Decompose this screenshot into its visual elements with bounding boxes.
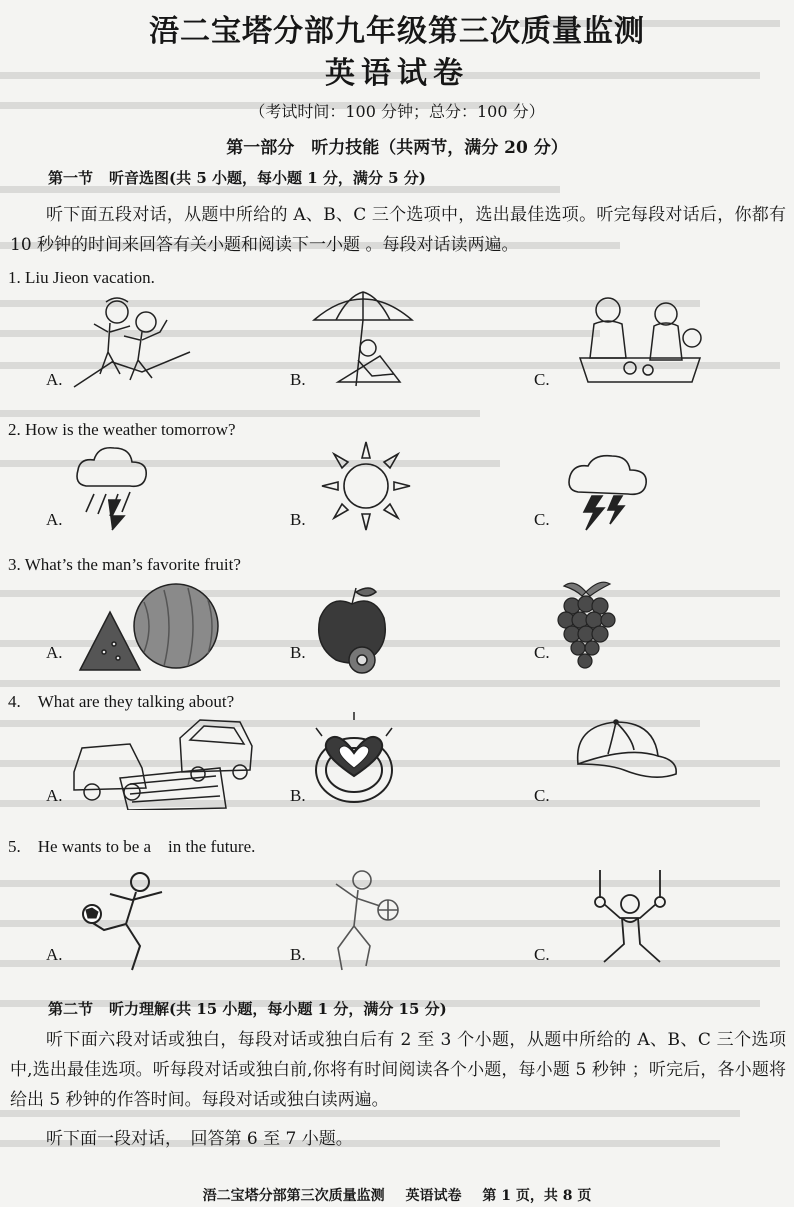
question-1-text: 1. Liu Jieon vacation. xyxy=(8,268,155,287)
q5-option-b-label[interactable]: B. xyxy=(290,945,306,964)
section-one-instructions: 听下面五段对话，从题中所给的 A、B、C 三个选项中，选出最佳选项。听完每段对话后，你都有 10 秒钟的时间来回答有关小题和阅读下一小题 。每段对话读两遍。 xyxy=(10,205,786,255)
q4-option-c-label[interactable]: C. xyxy=(534,786,550,805)
section-one-title: 听音选图(共 5 小题，每小题 1 分，满分 5 分) xyxy=(109,169,426,187)
family-picnic-picture[interactable] xyxy=(570,288,710,388)
q2-option-b-label[interactable]: B. xyxy=(290,510,306,529)
dialogue-6-7-prompt: 听下面一段对话， 回答第 6 至 7 小题。 xyxy=(46,1129,353,1149)
section-one-heading xyxy=(48,167,426,188)
apple-picture[interactable] xyxy=(310,584,394,676)
q1-option-c-label[interactable]: C. xyxy=(534,370,550,389)
section-two-instructions: 听下面六段对话或独白，每段对话或独白后有 2 至 3 个小题，从题中所给的 A、B、C 三个选项中,选出最佳选项。听每段对话或独白前,你将有时间阅读各个小题，每小题 5 秒钟 ；听完后，各小题将给出 5 秒钟的作答时间。每段对话或独白读两遍。 xyxy=(10,1030,786,1110)
exam-time-and-score: （考试时间：100 分钟；总分：100 分） xyxy=(249,102,545,121)
question-5-text: 5. He wants to be a in the future. xyxy=(8,837,256,856)
question-4-text: 4. What are they talking about? xyxy=(8,692,235,711)
q3-option-c-label[interactable]: C. xyxy=(534,643,550,662)
exam-subject-title: 英语试卷 xyxy=(325,56,469,91)
beach-umbrella-picture[interactable] xyxy=(308,286,418,394)
ring-picture[interactable] xyxy=(308,706,400,810)
footer-subject: 英语试卷 xyxy=(405,1188,462,1204)
q2-option-c-label[interactable]: C. xyxy=(534,510,550,529)
q5-option-c-label[interactable]: C. xyxy=(534,945,550,964)
q3-option-b-label[interactable]: B. xyxy=(290,643,306,662)
exam-title: 浯二宝塔分部九年级第三次质量监测 xyxy=(149,14,645,49)
grapes-picture[interactable] xyxy=(554,576,618,672)
q1-option-b-label[interactable]: B. xyxy=(290,370,306,389)
q2-option-a-label[interactable]: A. xyxy=(46,510,63,529)
cap-picture[interactable] xyxy=(568,716,680,796)
section-two-title: 听力理解(共 15 小题，每小题 1 分，满分 15 分) xyxy=(109,1000,447,1018)
section-one-number: 第一节 xyxy=(48,169,94,187)
page-footer xyxy=(0,1185,794,1205)
gymnast-picture[interactable] xyxy=(560,868,700,968)
mountain-climbers-picture[interactable] xyxy=(72,292,192,392)
watermelon-picture[interactable] xyxy=(74,582,234,678)
section-two-heading xyxy=(48,998,447,1019)
rain-cloud-icon[interactable] xyxy=(72,442,152,532)
thunderstorm-icon[interactable] xyxy=(564,452,656,536)
q3-option-a-label[interactable]: A. xyxy=(46,643,63,662)
question-3-text: 3. What’s the man’s favorite fruit? xyxy=(8,555,241,574)
section-two-number: 第二节 xyxy=(48,1000,94,1018)
question-2-text: 2. How is the weather tomorrow? xyxy=(8,420,236,439)
cars-picture[interactable] xyxy=(70,712,270,810)
q5-option-a-label[interactable]: A. xyxy=(46,945,63,964)
footer-school: 浯二宝塔分部第三次质量监测 xyxy=(202,1188,385,1204)
q4-option-b-label[interactable]: B. xyxy=(290,786,306,805)
q1-option-a-label[interactable]: A. xyxy=(46,370,63,389)
basketball-player-picture[interactable] xyxy=(310,862,410,980)
football-player-picture[interactable] xyxy=(70,866,190,976)
sun-icon[interactable] xyxy=(318,438,414,534)
part-one-heading: 第一部分 听力技能（共两节，满分 20 分） xyxy=(226,138,568,158)
q4-option-a-label[interactable]: A. xyxy=(46,786,63,805)
footer-page-number: 第 1 页，共 8 页 xyxy=(482,1188,592,1204)
